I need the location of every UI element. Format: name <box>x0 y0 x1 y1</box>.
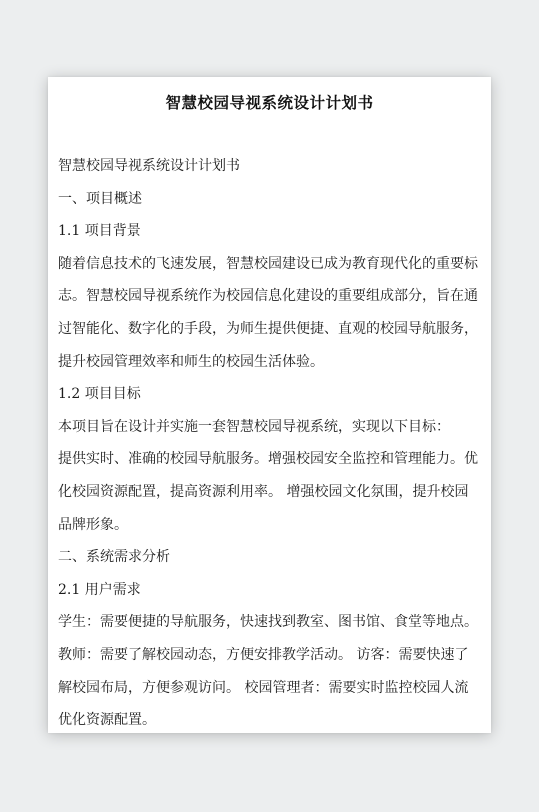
body-line-title: 智慧校园导视系统设计计划书 <box>58 158 240 174</box>
paragraph-line: 本项目旨在设计并实施一套智慧校园导视系统，实现以下目标： <box>58 418 450 435</box>
document-page <box>48 77 491 733</box>
heading-user-requirements: 2.1 用户需求 <box>58 581 141 598</box>
paragraph-line: 品牌形象。 <box>58 516 128 533</box>
paragraph-line: 学生：需要便捷的导航服务，快速找到教室、图书馆、食堂等地点。 <box>58 614 478 631</box>
paragraph-line: 提供实时、准确的校园导航服务。增强校园安全监控和管理能力。优 <box>58 451 478 468</box>
paragraph-line: 过智能化、数字化的手段，为师生提供便捷、直观的校园导航服务， <box>58 320 478 337</box>
heading-project-goals: 1.2 项目目标 <box>58 386 141 403</box>
heading-requirements-analysis: 二、系统需求分析 <box>58 549 170 566</box>
document-title: 智慧校园导视系统设计计划书 <box>165 93 374 112</box>
paragraph-line: 志。智慧校园导视系统作为校园信息化建设的重要组成部分，旨在通 <box>58 288 478 305</box>
heading-project-background: 1.1 项目背景 <box>58 223 141 240</box>
paragraph-line: 教师：需要了解校园动态，方便安排教学活动。 访客：需要快速了 <box>58 646 469 663</box>
paragraph-line: 优化资源配置。 <box>58 712 156 729</box>
paragraph-line: 解校园布局，方便参观访问。 校园管理者：需要实时监控校园人流 <box>58 679 469 696</box>
document-body <box>58 150 491 733</box>
paragraph-line: 提升校园管理效率和师生的校园生活体验。 <box>58 353 324 370</box>
paragraph-line: 随着信息技术的飞速发展，智慧校园建设已成为教育现代化的重要标 <box>58 255 478 272</box>
heading-project-overview: 一、项目概述 <box>58 190 142 207</box>
paragraph-line: 化校园资源配置，提高资源利用率。 增强校园文化氛围，提升校园 <box>58 483 469 500</box>
